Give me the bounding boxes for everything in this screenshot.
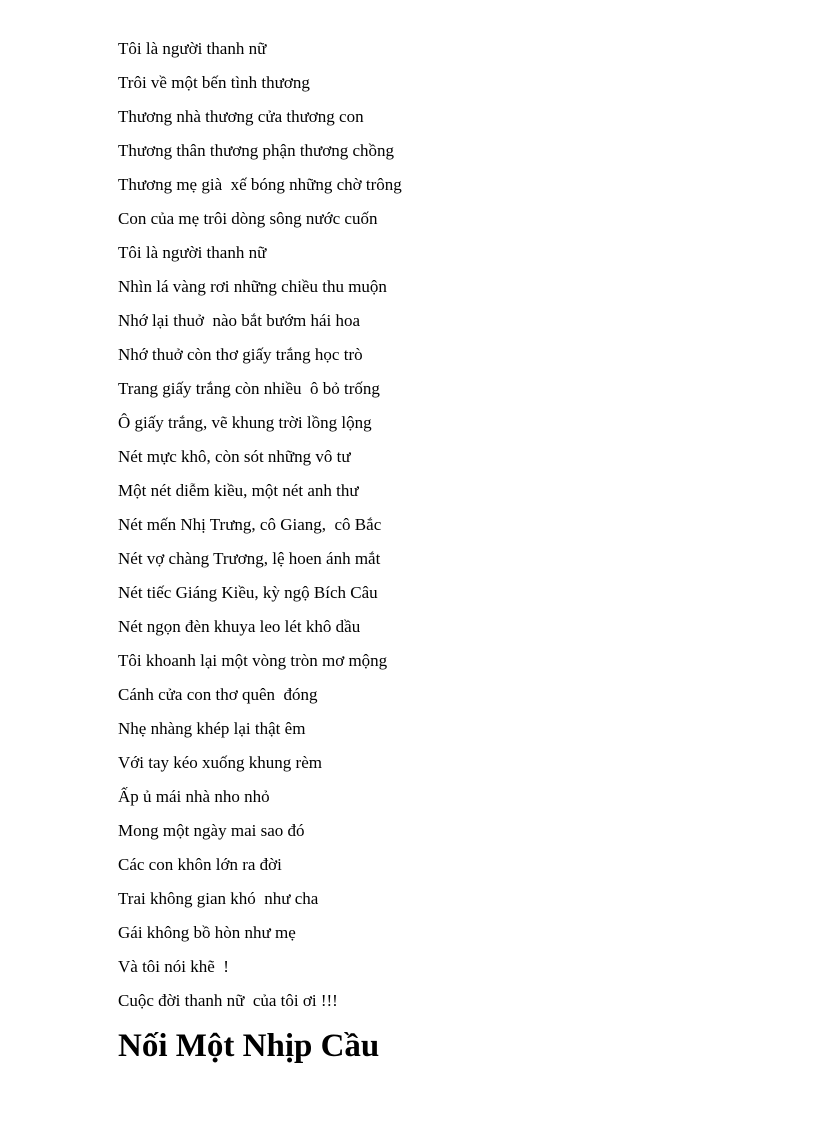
- poem-line-17: Nét tiếc Giáng Kiều, kỳ ngộ Bích Câu: [118, 583, 378, 602]
- poem-line-3: Thương nhà thương cửa thương con: [118, 107, 364, 126]
- poem-line-26: Trai không gian khó như cha: [118, 889, 319, 908]
- poem-line-14: Một nét diễm kiều, một nét anh thư: [118, 481, 359, 500]
- poem-line-6: Con của mẹ trôi dòng sông nước cuốn: [118, 209, 378, 228]
- poem-stanza: [118, 36, 402, 1022]
- poem-line-18: Nét ngọn đèn khuya leo lét khô dầu: [118, 617, 361, 636]
- poem-line-2: Trôi về một bến tình thương: [118, 73, 310, 92]
- poem-line-20: Cánh cửa con thơ quên đóng: [118, 685, 318, 704]
- poem-line-4: Thương thân thương phận thương chồng: [118, 141, 395, 160]
- poem-line-9: Nhớ lại thuở nào bắt bướm hái hoa: [118, 311, 361, 330]
- poem-line-28: Và tôi nói khẽ !: [118, 957, 229, 976]
- poem-line-16: Nét vợ chàng Trương, lệ hoen ánh mắt: [118, 549, 381, 568]
- poem-line-13: Nét mực khô, còn sót những vô tư: [118, 447, 351, 466]
- poem-line-12: Ô giấy trắng, vẽ khung trời lồng lộng: [118, 413, 372, 432]
- poem-line-24: Mong một ngày mai sao đó: [118, 821, 305, 840]
- poem-line-19: Tôi khoanh lại một vòng tròn mơ mộng: [118, 651, 388, 670]
- poem-line-10: Nhớ thuở còn thơ giấy trắng học trò: [118, 345, 363, 364]
- poem-line-15: Nét mến Nhị Trưng, cô Giang, cô Bắc: [118, 515, 382, 534]
- poem-line-5: Thương mẹ già xế bóng những chờ trông: [118, 175, 402, 194]
- poem-line-21: Nhẹ nhàng khép lại thật êm: [118, 719, 306, 738]
- poem-line-7: Tôi là người thanh nữ: [118, 243, 267, 262]
- poem-line-27: Gái không bồ hòn như mẹ: [118, 923, 296, 942]
- poem-line-11: Trang giấy trắng còn nhiều ô bỏ trống: [118, 379, 380, 398]
- poem-line-29: Cuộc đời thanh nữ của tôi ơi !!!: [118, 991, 338, 1010]
- poem-line-8: Nhìn lá vàng rơi những chiều thu muộn: [118, 277, 387, 296]
- poem-line-23: Ấp ủ mái nhà nho nhỏ: [118, 787, 270, 806]
- next-poem-title: Nối Một Nhịp Cầu: [118, 1028, 380, 1064]
- poem-line-22: Với tay kéo xuống khung rèm: [118, 753, 322, 772]
- poem-line-25: Các con khôn lớn ra đời: [118, 855, 282, 874]
- poem-line-1: Tôi là người thanh nữ: [118, 39, 267, 58]
